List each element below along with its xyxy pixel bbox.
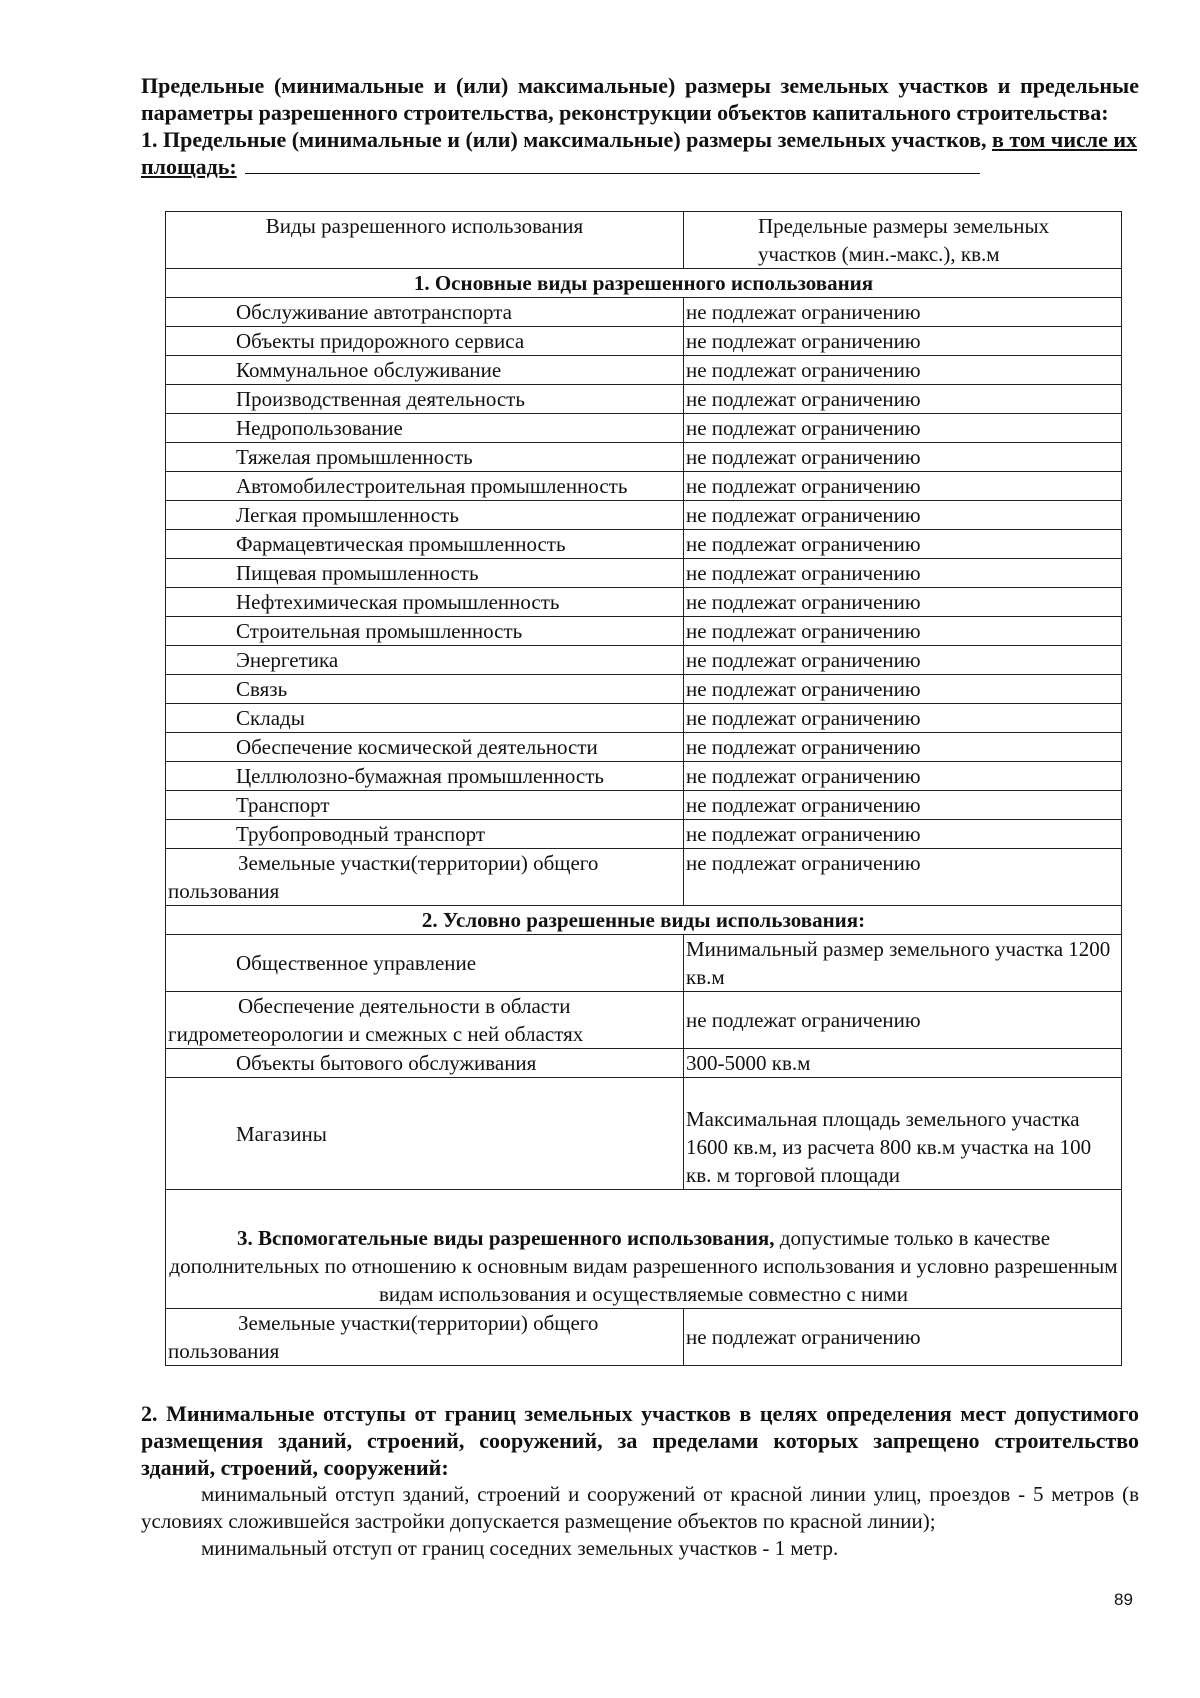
- setbacks-para2: минимальный отступ от границ соседних земельных участков - 1 метр.: [201, 1536, 839, 1560]
- limit-cell: не подлежат ограничению: [684, 675, 1122, 704]
- use-cell: Объекты придорожного сервиса: [166, 327, 684, 356]
- use-cell: Целлюлозно-бумажная промышленность: [166, 762, 684, 791]
- limit-cell: не подлежат ограничению: [684, 443, 1122, 472]
- table-row: [166, 501, 1122, 530]
- table-row: [166, 1309, 1122, 1366]
- limit-cell: не подлежат ограничению: [684, 704, 1122, 733]
- limit-cell: Минимальный размер земельного участка 1200 кв.м: [684, 935, 1122, 992]
- use-cell: Склады: [166, 704, 684, 733]
- heading-title: Предельные (минимальные и (или) максимальные) размеры земельных участков и предельные параметры разрешенного строительства, реконструкции объектов капитального строительства:: [141, 73, 1139, 125]
- table-row: [166, 820, 1122, 849]
- use-cell: Общественное управление: [166, 935, 684, 992]
- col1-header: Виды разрешенного использования: [166, 212, 684, 269]
- use-cell: Тяжелая промышленность: [166, 443, 684, 472]
- table-row: [166, 1049, 1122, 1078]
- page-number: 89: [1114, 1590, 1133, 1609]
- use-cell: Производственная деятельность: [166, 385, 684, 414]
- limit-cell: не подлежат ограничению: [684, 849, 1122, 906]
- use-cell: Пищевая промышленность: [166, 559, 684, 588]
- page-header: [141, 72, 1139, 180]
- use-cell: Земельные участки(территории) общего пользования: [166, 849, 684, 906]
- section3-title-bold: 3. Вспомогательные виды разрешенного использования,: [236, 1226, 775, 1250]
- section3-title: [166, 1190, 1122, 1309]
- use-cell: Легкая промышленность: [166, 501, 684, 530]
- limit-cell: не подлежат ограничению: [684, 327, 1122, 356]
- limit-cell: не подлежат ограничению: [684, 646, 1122, 675]
- section1-title: 1. Основные виды разрешенного использования: [166, 269, 1122, 298]
- table-row: [166, 646, 1122, 675]
- limit-cell: не подлежат ограничению: [684, 791, 1122, 820]
- col2-header: Предельные размеры земельных участков (мин.-макс.), кв.м: [684, 212, 1122, 269]
- table-row: [166, 617, 1122, 646]
- table-row: [166, 443, 1122, 472]
- table-row: [166, 733, 1122, 762]
- limit-cell: Максимальная площадь земельного участка 1600 кв.м, из расчета 800 кв.м участка на 100 кв. м торговой площади: [684, 1078, 1122, 1190]
- use-cell: Строительная промышленность: [166, 617, 684, 646]
- section3-title-row: [166, 1190, 1122, 1309]
- land-use-table: [165, 211, 1122, 1366]
- table-row: [166, 356, 1122, 385]
- table-row: [166, 992, 1122, 1049]
- table-row: [166, 704, 1122, 733]
- table-row: [166, 675, 1122, 704]
- limit-cell: не подлежат ограничению: [684, 588, 1122, 617]
- heading-item1-text: 1. Предельные (минимальные и (или) максимальные) размеры земельных участков,: [141, 127, 992, 152]
- section2-title: 2. Условно разрешенные виды использования:: [166, 906, 1122, 935]
- use-cell: Автомобилестроительная промышленность: [166, 472, 684, 501]
- use-cell: Обеспечение космической деятельности: [166, 733, 684, 762]
- use-cell: Коммунальное обслуживание: [166, 356, 684, 385]
- use-cell: Фармацевтическая промышленность: [166, 530, 684, 559]
- section1-body: [166, 298, 1122, 906]
- limit-cell: не подлежат ограничению: [684, 385, 1122, 414]
- table-row: [166, 530, 1122, 559]
- limit-cell: не подлежат ограничению: [684, 472, 1122, 501]
- heading-item1-underlined: в том числе их площадь:: [141, 127, 1138, 179]
- use-cell: Обеспечение деятельности в области гидрометеорологии и смежных с ней областях: [166, 992, 684, 1049]
- section2-title-row: [166, 906, 1122, 935]
- fill-in-line: [245, 155, 980, 174]
- limit-cell: не подлежат ограничению: [684, 617, 1122, 646]
- limit-cell: не подлежат ограничению: [684, 559, 1122, 588]
- table-row: [166, 849, 1122, 906]
- use-cell: Земельные участки(территории) общего пользования: [166, 1309, 684, 1366]
- limit-cell: не подлежат ограничению: [684, 820, 1122, 849]
- table-row: [166, 1078, 1122, 1190]
- use-cell: Связь: [166, 675, 684, 704]
- table-row: [166, 327, 1122, 356]
- use-cell: Нефтехимическая промышленность: [166, 588, 684, 617]
- table-row: [166, 472, 1122, 501]
- table-row: [166, 935, 1122, 992]
- use-cell: Недропользование: [166, 414, 684, 443]
- limit-cell: не подлежат ограничению: [684, 414, 1122, 443]
- limit-cell: 300-5000 кв.м: [684, 1049, 1122, 1078]
- section3-title-rest: допустимые только в качестве дополнительных по отношению к основным видам разрешенного использования и условно разрешенным видам использования и осуществляемые совместно с ними: [169, 1226, 1118, 1306]
- limit-cell: не подлежат ограничению: [684, 733, 1122, 762]
- table-row: [166, 791, 1122, 820]
- table-row: [166, 559, 1122, 588]
- table-header-row: [166, 212, 1122, 269]
- use-cell: Магазины: [166, 1078, 684, 1190]
- section1-title-row: [166, 269, 1122, 298]
- use-cell: Объекты бытового обслуживания: [166, 1049, 684, 1078]
- table-row: [166, 588, 1122, 617]
- use-cell: Энергетика: [166, 646, 684, 675]
- limit-cell: не подлежат ограничению: [684, 762, 1122, 791]
- setbacks-section: [141, 1400, 1139, 1562]
- table-row: [166, 298, 1122, 327]
- limit-cell: не подлежат ограничению: [684, 356, 1122, 385]
- table-row: [166, 414, 1122, 443]
- use-cell: Трубопроводный транспорт: [166, 820, 684, 849]
- use-cell: Транспорт: [166, 791, 684, 820]
- setbacks-para1: минимальный отступ зданий, строений и сооружений от красной линии улиц, проездов - 5 метров (в условиях сложившейся застройки допускается размещение объектов по красной линии);: [141, 1482, 1139, 1533]
- setbacks-title: 2. Минимальные отступы от границ земельных участков в целях определения мест допустимого размещения зданий, строений, сооружений, за пределами которых запрещено строительство зданий, строений, сооружений:: [141, 1401, 1139, 1480]
- limit-cell: не подлежат ограничению: [684, 992, 1122, 1049]
- limit-cell: не подлежат ограничению: [684, 298, 1122, 327]
- heading-item1: [141, 126, 1139, 180]
- table-row: [166, 762, 1122, 791]
- table-row: [166, 385, 1122, 414]
- use-cell: Обслуживание автотранспорта: [166, 298, 684, 327]
- limit-cell: не подлежат ограничению: [684, 530, 1122, 559]
- limit-cell: не подлежат ограничению: [684, 1309, 1122, 1366]
- limit-cell: не подлежат ограничению: [684, 501, 1122, 530]
